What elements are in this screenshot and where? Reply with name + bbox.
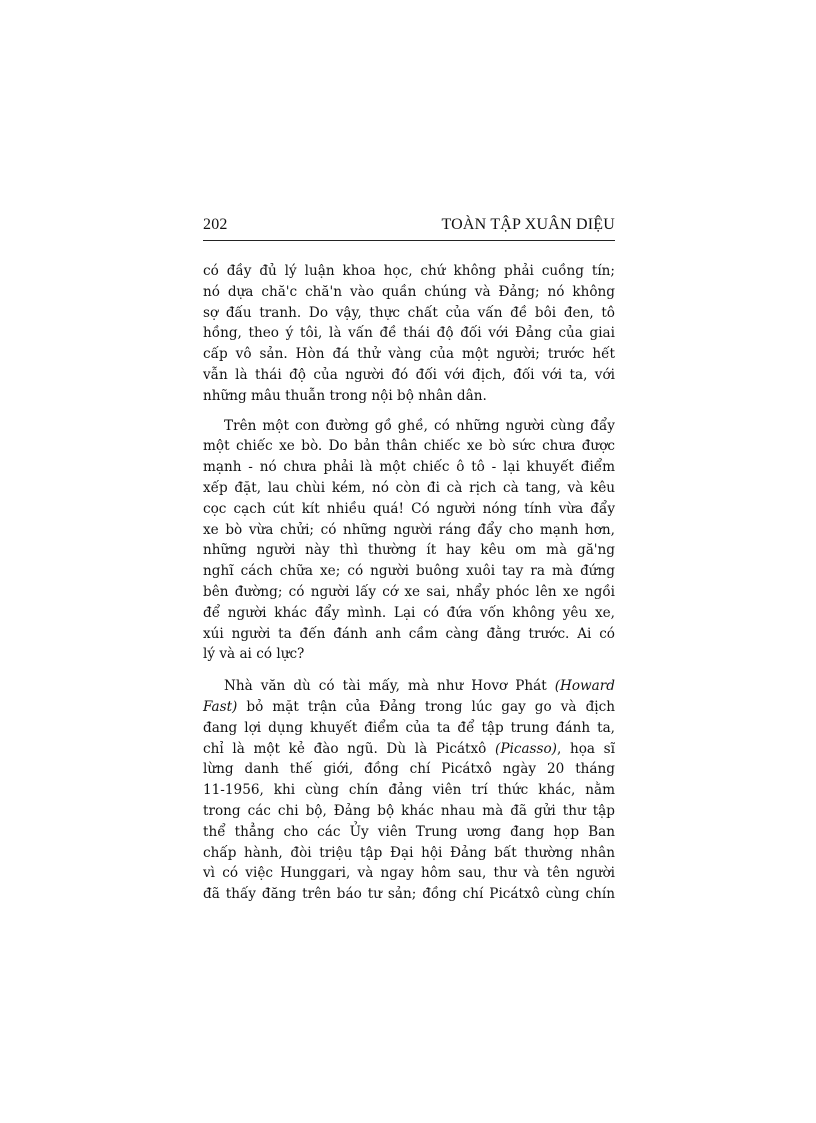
text-line: 11-1956, khi cùng chín đảng viên trí thức khác, nằm [203,782,615,799]
text-line: có đầy đủ lý luận khoa học, chứ không phải cuồng tín; [203,263,615,279]
text-line [203,739,615,760]
text-line: nghĩ cách chữa xe; có người buông xuôi tay ra mà đứng [203,563,615,580]
text-line: Trên một con đường gồ ghề, có những người cùng đẩy [224,417,615,434]
italic-run: Fast) [203,698,238,715]
text-line: để người khác đẩy mình. Lại có đứa vốn không yêu xe, [203,604,615,621]
text-line: lừng danh thế giới, đồng chí Picátxô ngày 20 tháng [203,761,615,778]
text-line: trong các chi bộ, Đảng bộ khác nhau mà đã gửi thư tập [203,802,615,819]
italic-run: (Howard [554,678,615,695]
italic-run: (Picasso) [495,740,557,757]
text-line: vì có việc Hunggari, và ngay hôm sau, thư và tên người [203,865,615,882]
page-number: 202 [203,216,228,233]
text-line: những mâu thuẫn trong nội bộ nhân dân. [203,387,487,404]
text-run: , họa sĩ [557,740,615,757]
text-line: đã thấy đăng trên báo tư sản; đồng chí Picátxô cùng chín [203,886,615,903]
paragraph-1 [203,261,615,407]
header-rule [203,240,615,241]
paragraph-3 [203,676,615,905]
text-run: bỏ mặt trận của Đảng trong lúc gay go và địch [237,698,615,715]
text-line: xe bò vừa chửi; có những người ráng đẩy cho mạnh hơn, [203,521,615,538]
text-line: sợ đấu tranh. Do vậy, thực chất của vấn đề bôi đen, tô [203,304,615,321]
text-line: vẫn là thái độ của người đó đối với địch, đối với ta, với [203,366,615,383]
running-title: TOÀN TẬP XUÂN DIỆU [441,216,615,233]
text-line: thể thẳng cho các Ủy viên Trung ương đang họp Ban [203,823,615,840]
text-line: mạnh - nó chưa phải là một chiếc ô tô - lại khuyết điểm [203,459,615,476]
text-line: một chiếc xe bò. Do bản thân chiếc xe bò sức chưa được [203,438,615,455]
text-line [203,697,615,718]
paragraph-2 [203,416,615,666]
text-run: Nhà văn dù có tài mấy, mà như Hovơ Phát [224,678,555,695]
text-line: chấp hành, đòi triệu tập Đại hội Đảng bất thường nhân [203,844,615,861]
text-run: chỉ là một kẻ đào ngũ. Dù là Picátxô [203,740,496,757]
text-line: cấp vô sản. Hòn đá thử vàng của một người; trước hết [203,346,615,363]
text-line: cọc cạch cút kít nhiều quá! Có người nóng tính vừa đẩy [203,500,615,517]
text-line: xếp đặt, lau chùi kém, nó còn đi cà rịch cà tang, và kêu [203,479,615,496]
text-line [203,676,615,697]
text-line: đang lợi dụng khuyết điểm của ta để tập trung đánh ta, [203,719,615,736]
page-header [203,216,615,240]
text-line: nó dựa chă'c chă'n vào quần chúng và Đảng; nó không [203,283,615,300]
text-line: những người này thì thường ít hay kêu om mà gă'ng [203,542,615,559]
text-line: bên đường; có người lấy cớ xe sai, nhẩy phóc lên xe ngồi [203,583,615,600]
text-line: hồng, theo ý tôi, là vấn đề thái độ đối với Đảng của giai [203,325,615,342]
text-line: lý và ai có lực? [203,646,305,663]
book-page [203,216,615,905]
text-line: xúi người ta đến đánh anh cầm càng đằng trước. Ai có [203,625,615,642]
